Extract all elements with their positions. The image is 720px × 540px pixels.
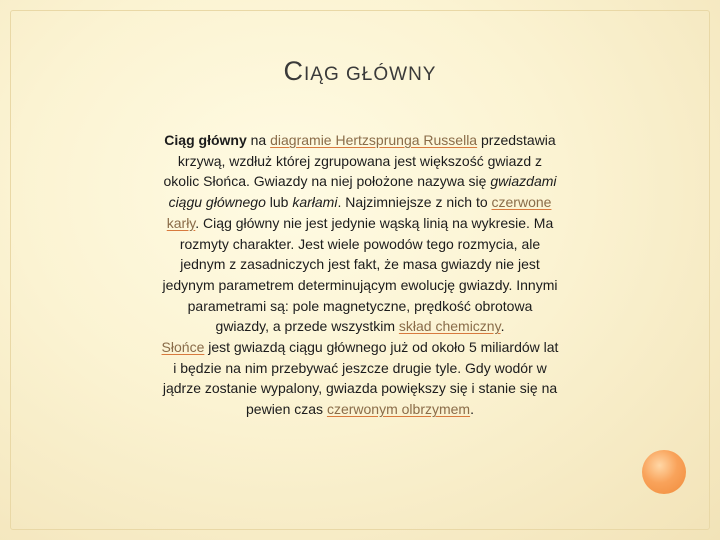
term-main-sequence: Ciąg główny (164, 132, 247, 148)
term-main-sequence-stars: gwiazdami ciągu głównego (168, 173, 557, 211)
title-rest: IĄG GŁÓWNY (304, 64, 437, 85)
text-fragment: lub (265, 194, 293, 211)
link-chemical-composition[interactable]: skład chemiczny (398, 318, 501, 335)
slide-title (0, 56, 720, 87)
link-sun[interactable]: Słońce (161, 339, 205, 356)
link-hr-diagram[interactable]: diagramie Hertzsprunga Russella (270, 132, 478, 148)
title-initial: C (283, 56, 305, 86)
link-red-giant[interactable]: czerwonym olbrzymem (326, 401, 471, 418)
text-fragment: na (246, 132, 271, 148)
text-fragment: . (470, 401, 474, 418)
body-paragraph (160, 130, 560, 420)
link-red-dwarfs[interactable]: czerwone karły (166, 194, 552, 231)
text-fragment: . Ciąg główny nie jest jedynie wąską linią na wykresie. Ma rozmyty charakter. Jest wiele powodów tego rozmycia, ale jednym z zasadniczych jest fakt, że masa gwiazdy nie jest jedynym parametrem determinującym ewolucję gwiazdy. Innymi parametrami są: pole magnetyczne, prędkość obrotowa gwiazdy, a przede wszystkim (162, 214, 558, 335)
text-fragment: przedstawia krzywą, wzdłuż której zgrupowana jest większość gwiazd z okolic Słońca. Gwiazdy na niej położone nazywa się (163, 132, 556, 190)
text-fragment: . (500, 318, 505, 335)
decorative-orb (642, 450, 686, 494)
term-dwarfs: karłami (292, 194, 338, 211)
text-fragment: . Najzimniejsze z nich to (337, 194, 492, 211)
text-fragment: jest gwiazdą ciągu głównego już od około 5 miliardów lat i będzie na nim przebywać jeszcze drugie tyle. Gdy wodór w jądrze zostanie wypalony, gwiazda powiększy się i stanie się na pewien czas (162, 339, 559, 418)
